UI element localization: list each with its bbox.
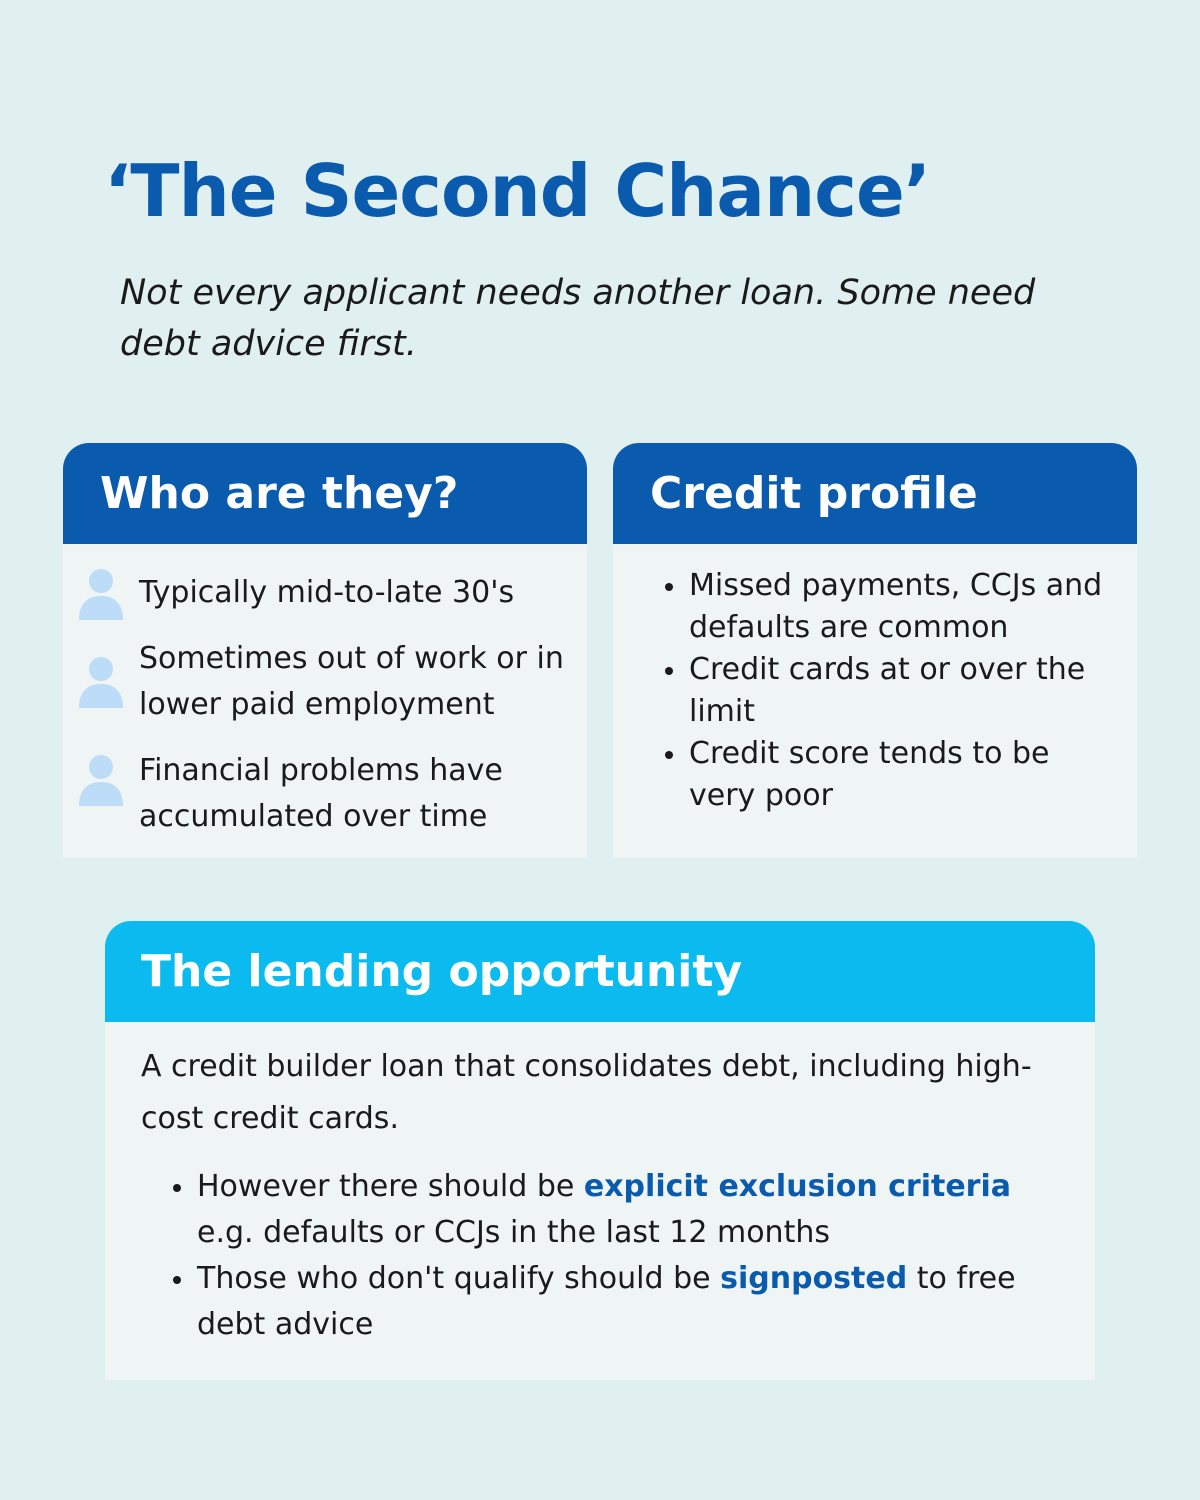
lending-intro: A credit builder loan that consolidates debt, including high-cost credit cards.	[141, 1049, 1032, 1136]
who-item-text: Sometimes out of work or in lower paid employment	[139, 641, 564, 722]
list-item	[689, 733, 1119, 817]
who-card-heading: Who are they?	[63, 443, 587, 544]
highlight-text: signposted	[720, 1261, 908, 1296]
credit-item-text: Credit score tends to be very poor	[689, 736, 1050, 813]
bullet-dot	[665, 667, 673, 675]
bullet-dot	[665, 583, 673, 591]
who-item-text: Financial problems have accumulated over time	[139, 753, 503, 834]
lending-item-text: However there should be	[197, 1169, 584, 1204]
page-subtitle: Not every applicant needs another loan. Some need debt advice first.	[120, 273, 1036, 364]
lending-item-text: Those who don't qualify should be	[197, 1261, 721, 1296]
list-item	[197, 1164, 1067, 1256]
lending-list	[197, 1164, 1067, 1348]
person-icon	[77, 656, 125, 708]
lending-item-text: to free debt advice	[197, 1261, 1016, 1342]
list-item	[197, 1256, 1067, 1348]
bullet-dot	[173, 1276, 181, 1284]
list-item	[689, 649, 1119, 733]
bullet-dot	[173, 1184, 181, 1192]
credit-item-text: Missed payments, CCJs and defaults are common	[689, 568, 1103, 645]
person-icon	[77, 568, 125, 620]
list-item	[689, 565, 1119, 649]
lending-card	[105, 921, 1095, 1380]
credit-card-heading: Credit profile	[613, 443, 1137, 544]
credit-card	[613, 443, 1137, 858]
credit-item-text: Credit cards at or over the limit	[689, 652, 1086, 729]
page-title: ‘The Second Chance’	[104, 149, 931, 233]
lending-item-text: e.g. defaults or CCJs in the last 12 months	[197, 1215, 830, 1250]
who-item-text: Typically mid-to-late 30's	[139, 575, 515, 610]
who-card	[63, 443, 587, 858]
lending-card-heading: The lending opportunity	[105, 921, 1095, 1022]
bullet-dot	[665, 751, 673, 759]
highlight-text: explicit exclusion criteria	[583, 1169, 1011, 1204]
credit-list	[689, 565, 1119, 817]
person-icon	[77, 754, 125, 806]
